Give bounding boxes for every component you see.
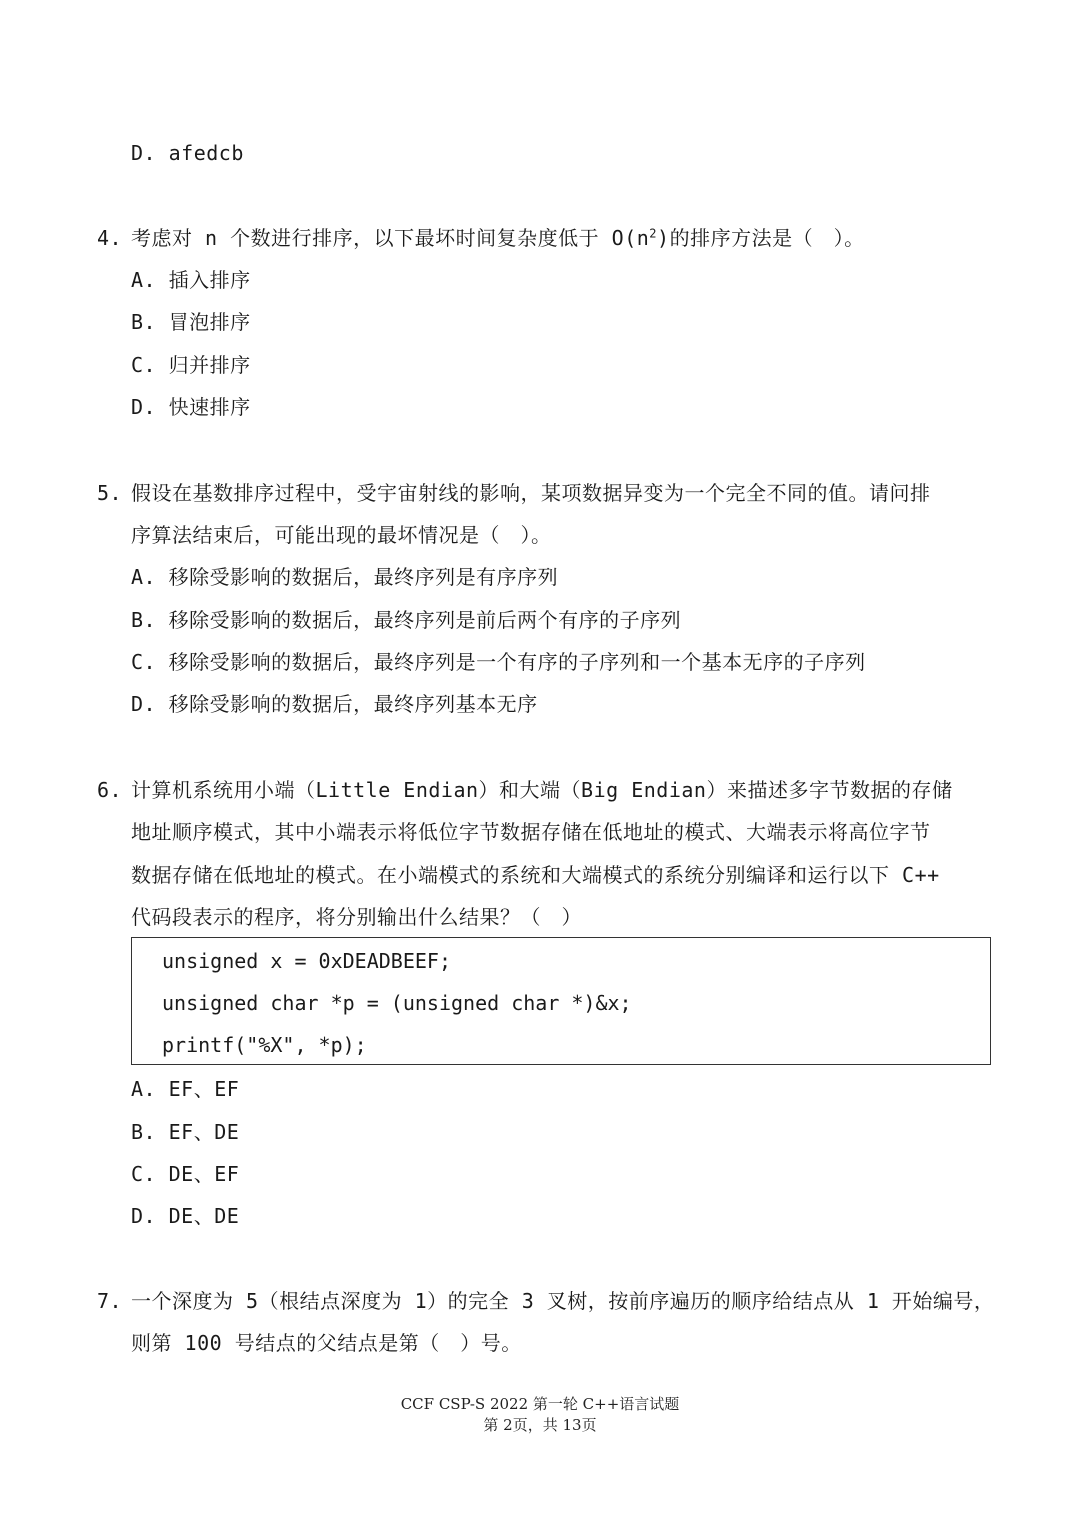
q6-number: 6. <box>97 778 123 802</box>
footer-page-number: 第 2页，共 13页 <box>483 1416 597 1434</box>
q6-stem-line-1 <box>97 776 952 804</box>
q5-option-a: A. 移除受影响的数据后，最终序列是有序序列 <box>131 565 559 589</box>
q6-code-line-3: printf("%X", *p); <box>162 1033 367 1057</box>
q4-option-d: D. 快速排序 <box>131 395 251 419</box>
q6-stem-line-3: 数据存储在低地址的模式。在小端模式的系统和大端模式的系统分别编译和运行以下 C++ <box>131 863 940 887</box>
q5-stem-text-1: 假设在基数排序过程中，受宇宙射线的影响，某项数据异变为一个完全不同的值。请问排 <box>131 481 931 505</box>
q6-code-line-1: unsigned x = 0xDEADBEEF; <box>162 949 451 973</box>
q4-option-c: C. 归并排序 <box>131 353 251 377</box>
q5-stem-line-2: 序算法结束后，可能出现的最坏情况是（ ）。 <box>131 523 552 547</box>
q4-stem-sup: 2 <box>649 226 658 241</box>
q6-stem-text-1: 计算机系统用小端（Little Endian）和大端（Big Endian）来描述多字节数据的存储 <box>131 778 953 802</box>
q6-option-b: B. EF、DE <box>131 1120 240 1144</box>
q7-stem-line-1 <box>97 1287 994 1315</box>
q4-number: 4. <box>97 226 123 250</box>
q6-option-d: D. DE、DE <box>131 1204 240 1228</box>
q5-option-c: C. 移除受影响的数据后，最终序列是一个有序的子序列和一个基本无序的子序列 <box>131 650 866 674</box>
footer-title: CCF CSP-S 2022 第一轮 C++语言试题 <box>400 1395 680 1413</box>
q5-option-b: B. 移除受影响的数据后，最终序列是前后两个有序的子序列 <box>131 608 682 632</box>
q6-code-block <box>131 937 991 1065</box>
q4-stem <box>97 224 865 252</box>
q6-stem-line-4: 代码段表示的程序，将分别输出什么结果？（ ） <box>131 905 582 929</box>
q4-stem-before: 考虑对 n 个数进行排序，以下最坏时间复杂度低于 O(n <box>131 226 650 250</box>
q5-stem-line-1 <box>97 479 931 507</box>
q6-option-a: A. EF、EF <box>131 1077 240 1101</box>
q7-stem-line-2: 则第 100 号结点的父结点是第（ ）号。 <box>131 1331 522 1355</box>
q7-number: 7. <box>97 1289 123 1313</box>
q5-number: 5. <box>97 481 123 505</box>
q6-option-c: C. DE、EF <box>131 1162 240 1186</box>
q6-stem-line-2: 地址顺序模式，其中小端表示将低位字节数据存储在低地址的模式、大端表示将高位字节 <box>131 820 931 844</box>
q4-stem-after: )的排序方法是（ ）。 <box>657 226 865 250</box>
q6-code-line-2: unsigned char *p = (unsigned char *)&x; <box>162 991 632 1015</box>
q7-stem-text-1: 一个深度为 5（根结点深度为 1）的完全 3 叉树，按前序遍历的顺序给结点从 1 开始编号， <box>131 1289 995 1313</box>
q3-option-d: D. afedcb <box>131 141 244 165</box>
q5-option-d: D. 移除受影响的数据后，最终序列基本无序 <box>131 692 538 716</box>
q4-option-b: B. 冒泡排序 <box>131 310 251 334</box>
q4-option-a: A. 插入排序 <box>131 268 251 292</box>
